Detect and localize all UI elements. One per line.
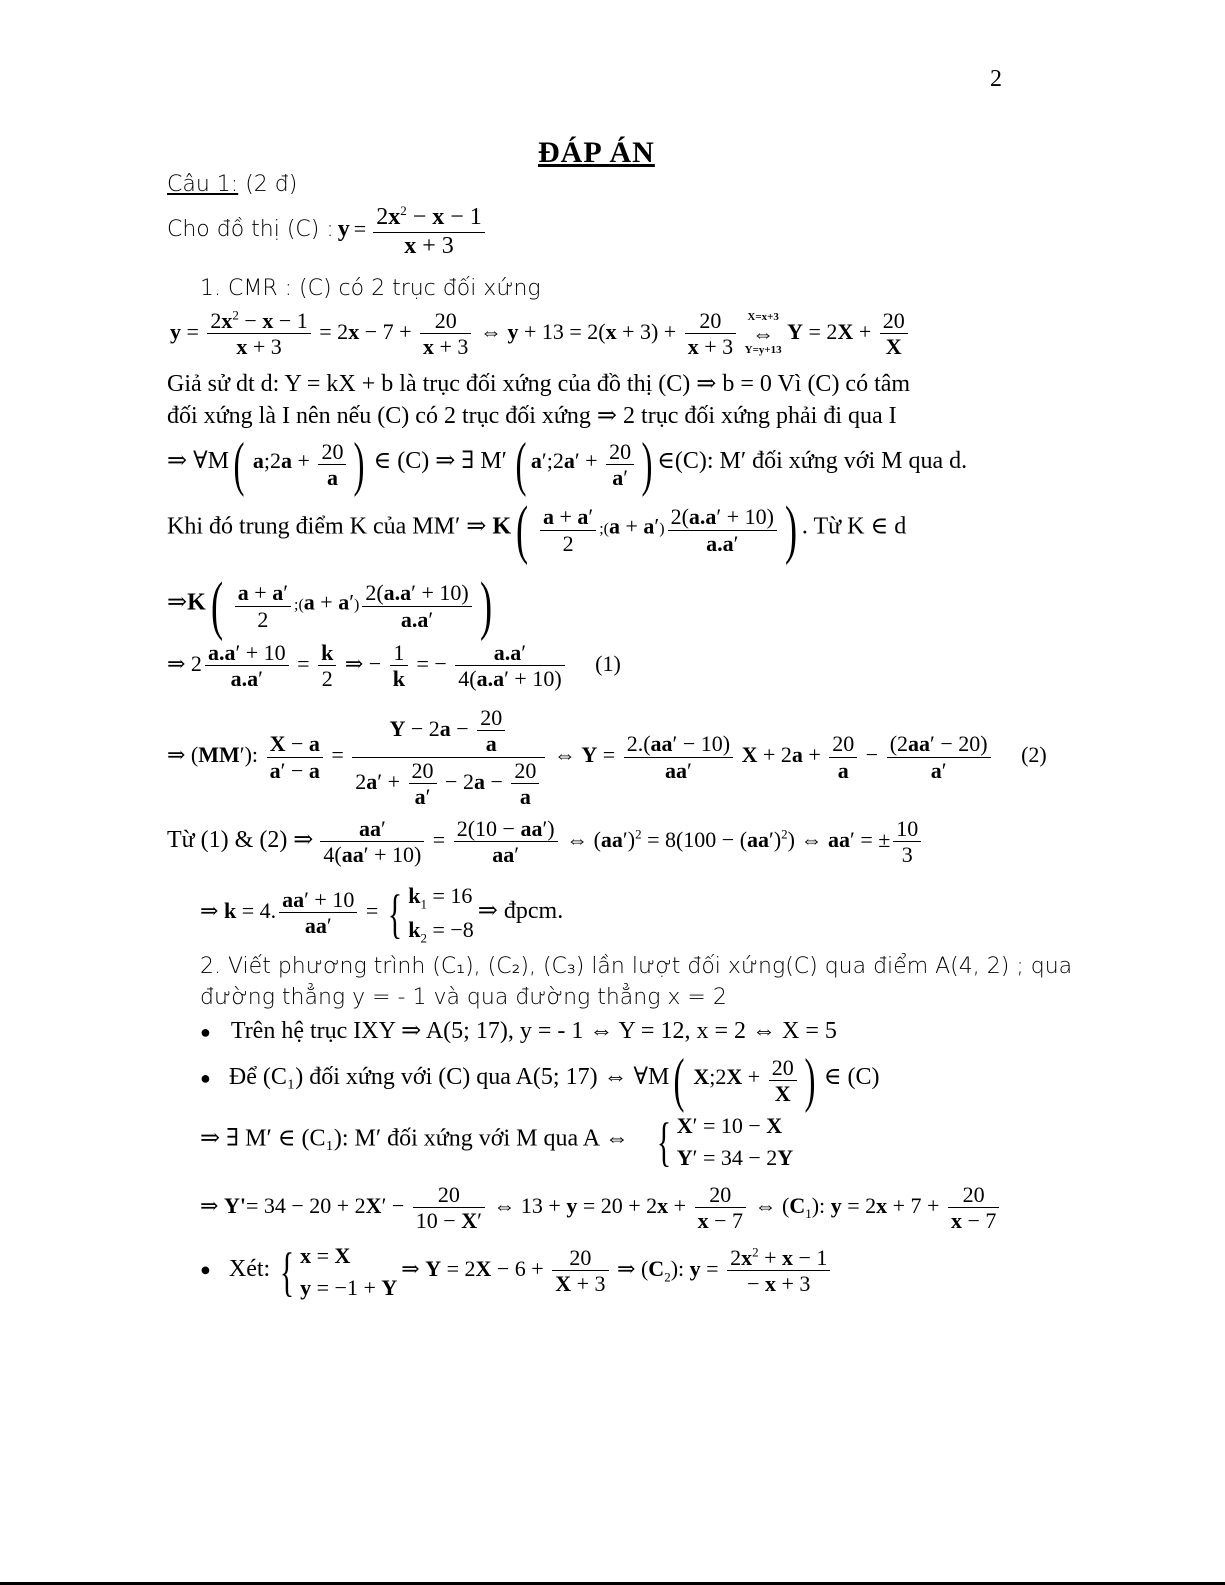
bullet-icon: ● [200, 1068, 211, 1089]
substitution-top: X=x+3 [747, 310, 779, 323]
question-label [167, 172, 297, 197]
equation-1-label: (1) [595, 650, 621, 676]
bullet-icon: ● [200, 1022, 211, 1042]
combine-text: Từ (1) & (2) ⇒ [167, 826, 314, 853]
question-points: (2 đ) [245, 172, 298, 197]
equation-2-label: (2) [1021, 742, 1047, 768]
midpoint-line: Khi đó trung điểm K của MM′ ⇒ K( $\frac{a + a'}{2}$ ;(a + a′) $\frac{2(a.a' + 10)}{a.a'}$ ) . Từ K ∈ d [167, 493, 907, 566]
function-fraction: $\frac{2x^2 - x - 1}{x + 3}$ [373, 204, 485, 260]
in-c-tail: ∈(C): M′ đối xứng với M qua d. [657, 448, 968, 475]
part2-title-line2: đường thẳng y = - 1 và qua đường thẳng x = 2 [200, 985, 727, 1010]
k-result: ⇒ k = 4. $\frac{aa' + 10}{aa'}$ = { $k_1 = 16$ $k_2 = -8$ ⇒ đpcm. [200, 883, 564, 946]
substitution-bottom: Y=y+13 [744, 343, 782, 356]
xet-label: Xét: [228, 1255, 271, 1282]
k-in-d-text: . Từ K ∈ d [801, 513, 907, 540]
page-number: 2 [990, 66, 1002, 92]
in-c-text: ∈ (C) [823, 1064, 880, 1091]
page-title: ĐÁP ÁN [538, 136, 655, 169]
bullet-icon: ● [200, 1259, 211, 1280]
midpoint-text: Khi đó trung điểm K của MM [167, 513, 455, 540]
paragraph-gia-su: Giả sử dt d: Y = kX + b là trục đối xứng của đồ thị (C) ⇒ b = 0 Vì (C) có tâm [167, 371, 911, 397]
forall-m-line: ⇒ ∀M( a;2a + $\frac{20}{a}$ ) ∈ (C) ⇒ ∃ M′ ( a′;2a′ + $\frac{20}{a'}$ ) ∈(C): M′ đối xứng với M qua d. [167, 431, 968, 497]
k-coordinates: ⇒K( $\frac{a + a'}{2}$ ;(a + a′) $\frac{2(a.a' + 10)}{a.a'}$ ) [167, 569, 492, 642]
paragraph-doi-xung: đối xứng là I nên nếu (C) có 2 trục đối xứng ⇒ 2 trục đối xứng phải đi qua I [167, 403, 897, 429]
function-definition: Cho đồ thị (C) : y = $\frac{2x^2 - x - 1}{x + 3}$ [167, 204, 488, 260]
equation-2: ⇒ (MM′): $\frac{X - a}{a' - a}$ = Y − 2a − $\frac{20}{a}$ 2a′ + $\frac{20}{a'}$ − 2a − $\frac{20}{a}$ ⇔ Y = $\frac{2.(aa' - 10)}{aa'}$ X + 2a + $\frac{20}{a}$ − $\frac{(2aa' - 20)}{a'}$ (2) [167, 705, 1047, 809]
dpcm-text: ⇒ đpcm. [477, 897, 564, 924]
bullet-1 [200, 1016, 837, 1045]
intro-text: Cho đồ thị (C) : [167, 216, 334, 242]
question-number: Câu 1: [167, 172, 239, 197]
bullet-2: ● Để (C₁) đối xứng với (C) qua A(5; 17) ⇔ ∀M( X;2X + $\frac{20}{X}$ ) ∈ (C) [200, 1047, 880, 1113]
bullet-1-text: Trên hệ trục IXY ⇒ A(5; 17), y = - 1 ⇔ Y = 12, x = 2 ⇔ X = 5 [230, 1018, 837, 1044]
c2-derivation: ● Xét: { x = X y = −1 + Y ⇒ Y = 2X − 6 + $\frac{20}{X + 3}$ ⇒ $(C_2)$: y = $\frac{2x^2 + x - 1}{- x + 3}$ [200, 1240, 833, 1304]
c1-derivation: ⇒ Y'= 34 − 20 + 2X′ − $\frac{20}{10 - X'}$ ⇔ 13 + y = 20 + 2x + $\frac{20}{x - 7}$ ⇔ $(C_1)$: y = 2x + 7 + $\frac{20}{x - 7}$ [200, 1182, 1002, 1234]
part2-title-line1: 2. Viết phương trình (C₁), (C₂), (C₃) lần lượt đối xứng(C) qua điểm A(4, 2) ; qua [200, 954, 1073, 979]
equation-1: ⇒ 2 $\frac{a.a' + 10}{a.a'}$ = $\frac{k}{2}$ ⇒ − $\frac{1}{k}$ = − $\frac{a.a'}{4(a.a' + 10)}$ (1) [167, 640, 621, 692]
part1-title: 1. CMR : (C) có 2 trục đối xứng [200, 276, 541, 301]
equation-transform: y = $\frac{2x^2 - x - 1}{x + 3}$ = 2x − 7 + $\frac{20}{x + 3}$ ⇔ y + 13 = 2(x + 3) + $\frac{20}{x + 3}$ X=x+3 ⇔ Y=y+13 Y = 2X + $\frac{20}{X}$ [170, 308, 911, 360]
combine-equations: Từ (1) & (2) ⇒ $\frac{aa'}{4(aa' + 10)}$ = $\frac{2(10 - aa')}{aa'}$ ⇔ $(aa')^2 = 8(100 - (aa')^2)$ ⇔ aa′ = ± $\frac{10}{3}$ [167, 816, 924, 868]
bullet-2-text: Để (C₁) đối xứng với (C) qua A(5; 17) ⇔ ∀M [228, 1064, 670, 1091]
exists-text: ⇒ ∃ M′ ∈ (C₁): M′ đối xứng với M qua A ⇔ [200, 1125, 629, 1152]
exists-m-line: ⇒ ∃ M′ ∈ (C₁): M′ đối xứng với M qua A ⇔ { X′ = 10 − X Y′ = 34 − 2Y [200, 1111, 794, 1172]
